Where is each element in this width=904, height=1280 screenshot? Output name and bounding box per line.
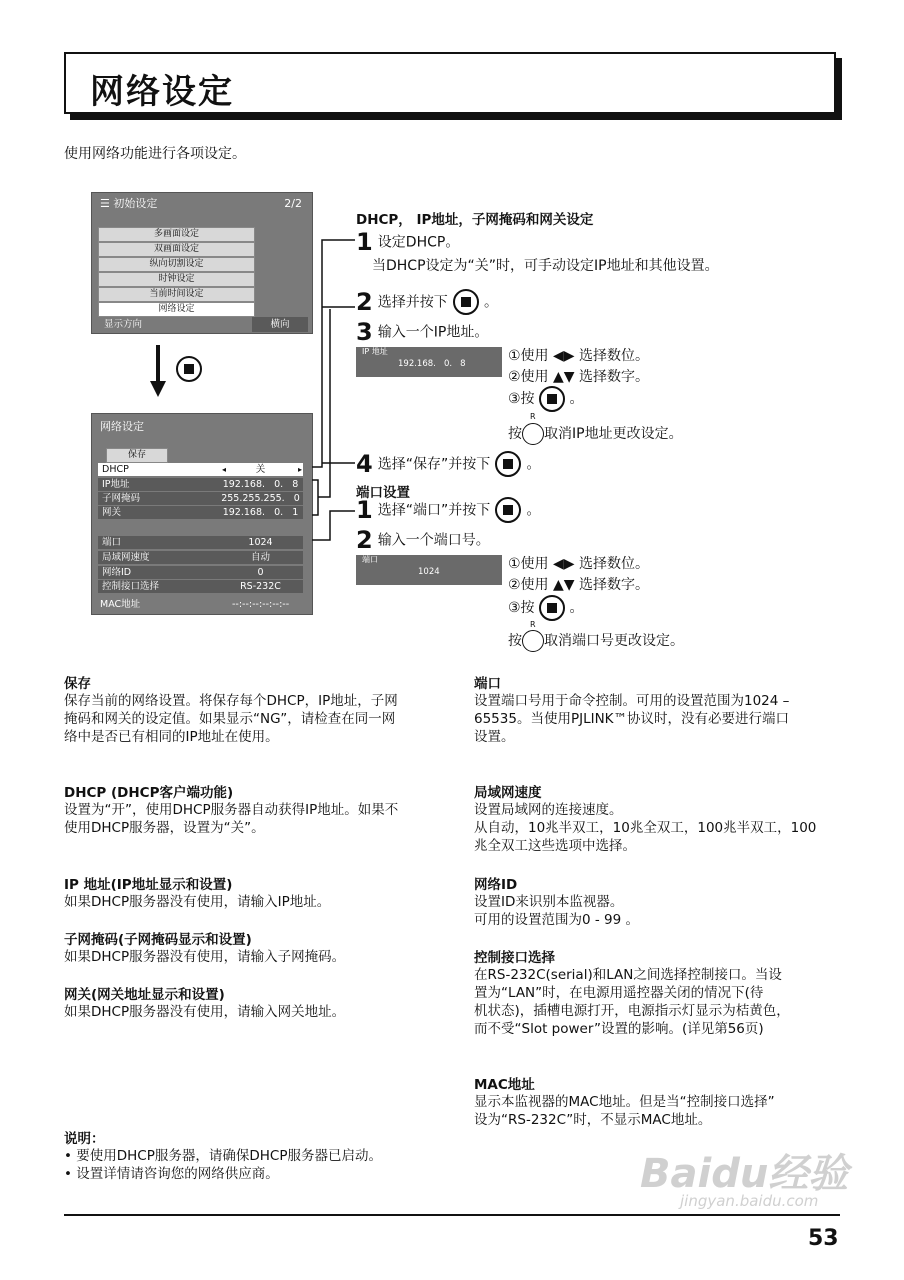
port-step2: 输入一个端口号。 bbox=[377, 532, 490, 549]
network-id-label: 网络ID bbox=[102, 567, 132, 578]
set-button-icon bbox=[495, 451, 521, 477]
desc-line: 使用DHCP服务器，设置为“关”。 bbox=[64, 820, 265, 836]
punct: 。 bbox=[569, 391, 584, 407]
ip-sub2: ②使用 bbox=[508, 369, 549, 385]
lan-speed-row[interactable] bbox=[98, 551, 303, 564]
ip-cancel-text: 取消IP地址更改设定。 bbox=[544, 426, 683, 442]
step-number: 4 bbox=[356, 450, 373, 478]
network-id-row[interactable] bbox=[98, 566, 303, 579]
desc-heading: 端口 bbox=[474, 676, 501, 692]
display-orientation-row[interactable] bbox=[92, 317, 312, 332]
desc-line: 兆全双工这些选项中选择。 bbox=[474, 838, 636, 854]
cancel-pre: 按 bbox=[508, 633, 522, 649]
port-sub1-tail: 选择数位。 bbox=[579, 556, 650, 572]
ip-sub2-tail: 选择数字。 bbox=[579, 369, 650, 385]
dhcp-step4: 选择“保存”并按下 bbox=[377, 456, 491, 473]
footer-rule bbox=[64, 1214, 840, 1216]
desc-line: 络中是否已有相同的IP地址在使用。 bbox=[64, 729, 279, 745]
subnet-mask-value: 255.255.255. 0 bbox=[221, 493, 300, 504]
desc-mac bbox=[474, 1073, 844, 1129]
display-orientation-value: 横向 bbox=[252, 317, 308, 332]
lan-speed-value: 自动 bbox=[250, 552, 270, 563]
watermark-brand: Baidu经验 bbox=[640, 1151, 849, 1197]
note-item: • 要使用DHCP服务器，请确保DHCP服务器已启动。 bbox=[64, 1148, 382, 1164]
desc-dhcp bbox=[64, 781, 454, 837]
left-arrow-icon: ◂ bbox=[222, 465, 227, 474]
desc-line: 65535。当使用PJLINK™协议时，没有必要进行端口 bbox=[474, 711, 790, 727]
control-interface-value: RS-232C bbox=[240, 581, 281, 592]
menu-item-network[interactable]: 网络设定 bbox=[98, 302, 255, 317]
desc-control-interface bbox=[474, 946, 844, 1038]
desc-line: 掩码和网关的设定值。如果显示“NG”，请检查在同一网 bbox=[64, 711, 396, 727]
port-section-heading: 端口设置 bbox=[356, 485, 410, 501]
desc-lan-speed bbox=[474, 781, 844, 855]
right-arrow-icon: ▸ bbox=[298, 465, 303, 474]
punct: 。 bbox=[569, 600, 584, 616]
step-number: 2 bbox=[356, 288, 373, 316]
ip-address-row[interactable] bbox=[98, 478, 303, 491]
desc-line: 置为“LAN”时，在电源用遥控器关闭的情况下(待 bbox=[474, 985, 764, 1001]
subnet-mask-row[interactable] bbox=[98, 492, 303, 505]
step-number: 1 bbox=[356, 228, 373, 256]
desc-line: 如果DHCP服务器没有使用，请输入子网掩码。 bbox=[64, 949, 346, 965]
desc-line: 设置。 bbox=[474, 729, 515, 745]
return-button-icon bbox=[522, 630, 544, 652]
notes-heading: 说明： bbox=[64, 1131, 105, 1147]
network-id-value: 0 bbox=[257, 567, 264, 578]
network-menu-header bbox=[92, 414, 312, 440]
page-number: 53 bbox=[808, 1226, 839, 1251]
port-sub2: ②使用 bbox=[508, 577, 549, 593]
desc-heading: 局域网速度 bbox=[474, 785, 542, 801]
menu-item-portrait-cut[interactable]: 纵向切割设定 bbox=[98, 257, 255, 272]
r-label: R bbox=[530, 620, 536, 629]
port-sub3: ③按 bbox=[508, 600, 535, 616]
dhcp-section-heading: DHCP， IP地址，子网掩码和网关设定 bbox=[356, 212, 594, 228]
desc-gateway bbox=[64, 983, 454, 1021]
desc-heading: 网络ID bbox=[474, 877, 518, 893]
desc-heading: 控制接口选择 bbox=[474, 950, 555, 966]
desc-subnet bbox=[64, 928, 454, 966]
left-right-arrow-icon: ◀▶ bbox=[553, 556, 575, 572]
intro-text: 使用网络功能进行各项设定。 bbox=[64, 146, 246, 162]
port-row[interactable] bbox=[98, 536, 303, 549]
desc-heading: 网关(网关地址显示和设置) bbox=[64, 987, 225, 1003]
r-label: R bbox=[530, 412, 536, 421]
desc-line: 设置ID来识别本监视器。 bbox=[474, 894, 624, 910]
dhcp-step3: 输入一个IP地址。 bbox=[377, 324, 489, 341]
dhcp-label: DHCP bbox=[102, 464, 129, 475]
desc-line: 设置为“开”，使用DHCP服务器自动获得IP地址。如果不 bbox=[64, 802, 399, 818]
dhcp-step2: 选择并按下 bbox=[377, 294, 448, 311]
save-button[interactable]: 保存 bbox=[106, 448, 168, 463]
desc-line: 保存当前的网络设置。将保存每个DHCP，IP地址，子网 bbox=[64, 693, 398, 709]
dhcp-value: 关 bbox=[255, 464, 266, 475]
dhcp-row[interactable] bbox=[98, 463, 303, 476]
ip-input-box[interactable] bbox=[356, 347, 502, 377]
port-sub1: ①使用 bbox=[508, 556, 549, 572]
ip-sub1: ①使用 bbox=[508, 348, 549, 364]
left-right-arrow-icon: ◀▶ bbox=[553, 348, 575, 364]
port-sub2-tail: 选择数字。 bbox=[579, 577, 650, 593]
menu-item-current-time[interactable]: 当前时间设定 bbox=[98, 287, 255, 302]
desc-heading: MAC地址 bbox=[474, 1077, 535, 1093]
ip-address-value: 192.168. 0. 8 bbox=[222, 479, 299, 490]
control-interface-label: 控制接口选择 bbox=[102, 581, 160, 592]
set-button-icon bbox=[539, 595, 565, 621]
port-step1: 选择“端口”并按下 bbox=[377, 502, 491, 519]
ip-sub1-tail: 选择数位。 bbox=[579, 348, 650, 364]
up-down-arrow-icon: ▲▼ bbox=[553, 369, 575, 385]
desc-line: 如果DHCP服务器没有使用，请输入IP地址。 bbox=[64, 894, 331, 910]
setup-menu-title: 初始设定 bbox=[113, 197, 158, 210]
subnet-mask-label: 子网掩码 bbox=[102, 493, 141, 504]
ip-input-label: IP 地址 bbox=[362, 347, 388, 356]
down-arrow-icon bbox=[150, 345, 170, 400]
port-cancel-text: 取消端口号更改设定。 bbox=[544, 633, 684, 649]
ip-input-value: 192.168. 0. 8 bbox=[398, 359, 466, 369]
punct: 。 bbox=[483, 294, 498, 311]
setup-menu-page: 2/2 bbox=[284, 197, 302, 210]
setup-menu-header bbox=[92, 193, 312, 215]
return-button-icon bbox=[522, 423, 544, 445]
set-button-icon bbox=[495, 497, 521, 523]
page-title-box bbox=[64, 52, 836, 114]
desc-heading: IP 地址(IP地址显示和设置) bbox=[64, 877, 233, 893]
desc-save bbox=[64, 672, 454, 746]
desc-line: 设置端口号用于命令控制。可用的设置范围为1024 – bbox=[474, 693, 790, 709]
desc-line: 设置局域网的连接速度。 bbox=[474, 802, 623, 818]
port-input-box[interactable] bbox=[356, 555, 502, 585]
network-menu-panel bbox=[91, 413, 313, 615]
notes bbox=[64, 1127, 484, 1183]
desc-line: 在RS-232C(serial)和LAN之间选择控制接口。当设 bbox=[474, 967, 782, 983]
desc-line: 可用的设置范围为0 - 99 。 bbox=[474, 912, 640, 928]
port-input-label: 端口 bbox=[362, 555, 378, 564]
menu-item-multi-screen[interactable]: 多画面设定 bbox=[98, 227, 255, 242]
desc-line: 机状态)，插槽电源打开，电源指示灯显示为桔黄色， bbox=[474, 1003, 790, 1019]
step-number: 2 bbox=[356, 526, 373, 554]
mac-address-value: --:--:--:--:--:-- bbox=[232, 599, 290, 610]
mac-address-row bbox=[92, 597, 312, 612]
desc-line: 如果DHCP服务器没有使用，请输入网关地址。 bbox=[64, 1004, 346, 1020]
watermark-url: jingyan.baidu.com bbox=[680, 1192, 819, 1210]
lan-speed-label: 局域网速度 bbox=[102, 552, 150, 563]
set-button-icon bbox=[176, 356, 202, 382]
step-number: 1 bbox=[356, 496, 373, 524]
menu-item-dual-screen[interactable]: 双画面设定 bbox=[98, 242, 255, 257]
desc-line: 显示本监视器的MAC地址。但是当“控制接口选择” bbox=[474, 1094, 775, 1110]
menu-item-clock[interactable]: 时钟设定 bbox=[98, 272, 255, 287]
up-down-arrow-icon: ▲▼ bbox=[553, 577, 575, 593]
dhcp-step1: 设定DHCP。 bbox=[377, 234, 460, 251]
desc-port bbox=[474, 672, 844, 746]
punct: 。 bbox=[526, 502, 541, 519]
gateway-value: 192.168. 0. 1 bbox=[222, 507, 299, 518]
desc-line: 而不受“Slot power”设置的影响。(详见第56页) bbox=[474, 1021, 764, 1037]
port-value: 1024 bbox=[248, 537, 273, 548]
mac-address-label: MAC地址 bbox=[100, 599, 141, 610]
page-title: 网络设定 bbox=[90, 72, 234, 112]
gateway-row[interactable] bbox=[98, 506, 303, 519]
desc-ip bbox=[64, 873, 454, 911]
display-orientation-label: 显示方向 bbox=[104, 319, 143, 330]
network-menu-title: 网络设定 bbox=[100, 420, 144, 433]
cancel-pre: 按 bbox=[508, 426, 522, 442]
ip-address-label: IP地址 bbox=[102, 479, 130, 490]
desc-network-id bbox=[474, 873, 844, 929]
desc-line: 设为“RS-232C”时，不显示MAC地址。 bbox=[474, 1112, 712, 1128]
step-number: 3 bbox=[356, 318, 373, 346]
desc-heading: 子网掩码(子网掩码显示和设置) bbox=[64, 932, 252, 948]
control-interface-row[interactable] bbox=[98, 580, 303, 593]
menu-list-icon: ☰ bbox=[100, 197, 110, 210]
desc-heading: DHCP (DHCP客户端功能) bbox=[64, 785, 234, 801]
desc-line: 从自动，10兆半双工，10兆全双工，100兆半双工，100 bbox=[474, 820, 817, 836]
desc-heading: 保存 bbox=[64, 676, 91, 692]
dhcp-step1-note: 当DHCP设定为“关”时，可手动设定IP地址和其他设置。 bbox=[372, 258, 719, 274]
port-input-value: 1024 bbox=[418, 567, 440, 577]
set-button-icon bbox=[453, 289, 479, 315]
note-item: • 设置详情请咨询您的网络供应商。 bbox=[64, 1166, 279, 1182]
connector-lines bbox=[300, 235, 360, 615]
port-label: 端口 bbox=[102, 537, 122, 548]
gateway-label: 网关 bbox=[102, 507, 122, 518]
punct: 。 bbox=[526, 456, 541, 473]
setup-menu-panel bbox=[91, 192, 313, 334]
ip-sub3: ③按 bbox=[508, 391, 535, 407]
set-button-icon bbox=[539, 386, 565, 412]
